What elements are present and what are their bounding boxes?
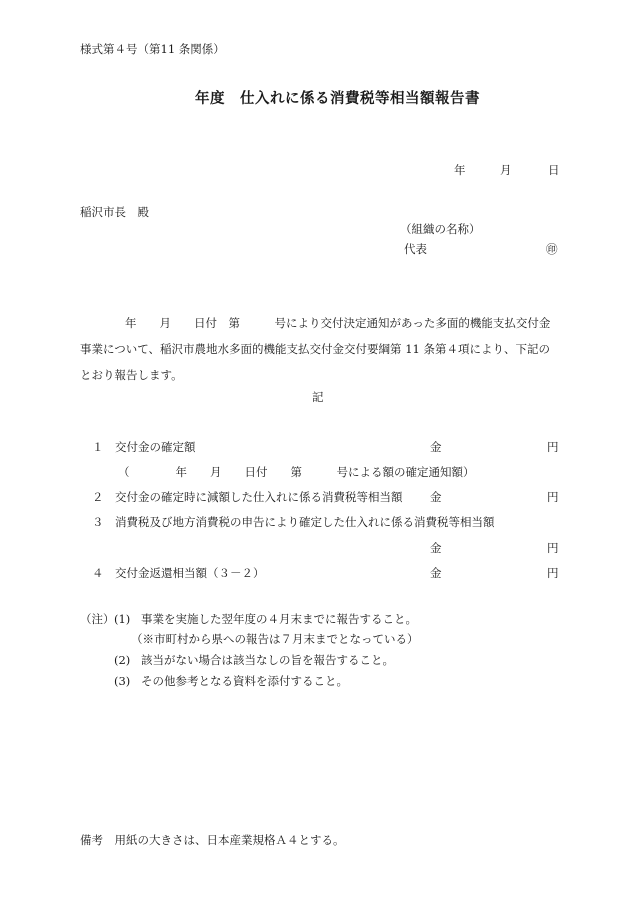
item-kin: 金 (430, 440, 442, 454)
body-line-2: 事業について、稲沢市農地水多面的機能支払交付金交付要綱第 11 条第４項により、下記の (80, 342, 550, 356)
addressee: 稲沢市長 殿 (80, 205, 149, 219)
item-yen: 円 (547, 541, 559, 555)
body-line-3: とおり報告します。 (80, 368, 183, 382)
form-number: 様式第４号（第11 条関係） (80, 42, 225, 56)
item-kin: 金 (430, 490, 442, 504)
date-month: 月 (500, 163, 512, 177)
item-yen: 円 (547, 490, 559, 504)
note-text: 該当がない場合は該当なしの旨を報告すること。 (141, 653, 394, 667)
item-kin: 金 (430, 566, 442, 580)
item-number: １ (92, 440, 104, 454)
item-number: ４ (92, 566, 104, 580)
note-text: その他参考となる資料を添付すること。 (141, 674, 348, 688)
org-name-label: （組織の名称） (400, 222, 481, 236)
document-title: 年度 仕入れに係る消費税等相当額報告書 (195, 91, 480, 107)
item-label: 消費税及び地方消費税の申告により確定した仕入れに係る消費税等相当額 (115, 515, 495, 529)
note-number: (1) (114, 612, 131, 626)
note-number: (3) (114, 674, 131, 688)
note-sub: （※市町村から県への報告は７月末までとなっている） (131, 632, 419, 646)
representative-label: 代表 (404, 242, 427, 256)
item-yen: 円 (547, 566, 559, 580)
notes-heading: （注） (80, 612, 115, 626)
item-label: 交付金の確定時に減額した仕入れに係る消費税等相当額 (115, 490, 403, 504)
item-label: 交付金返還相当額（３－２） (115, 566, 265, 580)
note-text: 事業を実施した翌年度の４月末までに報告すること。 (141, 612, 417, 626)
item-sub-note: （ 年 月 日付 第 号による額の確定通知額） (118, 465, 475, 479)
ki-heading: 記 (312, 390, 324, 404)
item-kin: 金 (430, 541, 442, 555)
item-number: ３ (92, 515, 104, 529)
body-paragraph (80, 310, 562, 388)
body-line-1: 年 月 日付 第 号により交付決定通知があった多面的機能支払交付金 (125, 316, 551, 330)
date-year: 年 (454, 163, 466, 177)
item-number: ２ (92, 490, 104, 504)
item-label: 交付金の確定額 (115, 440, 196, 454)
seal-mark: ㊞ (546, 242, 558, 256)
remarks: 備考 用紙の大きさは、日本産業規格Ａ４とする。 (80, 833, 345, 847)
note-number: (2) (114, 653, 131, 667)
item-yen: 円 (547, 440, 559, 454)
date-day: 日 (548, 163, 560, 177)
